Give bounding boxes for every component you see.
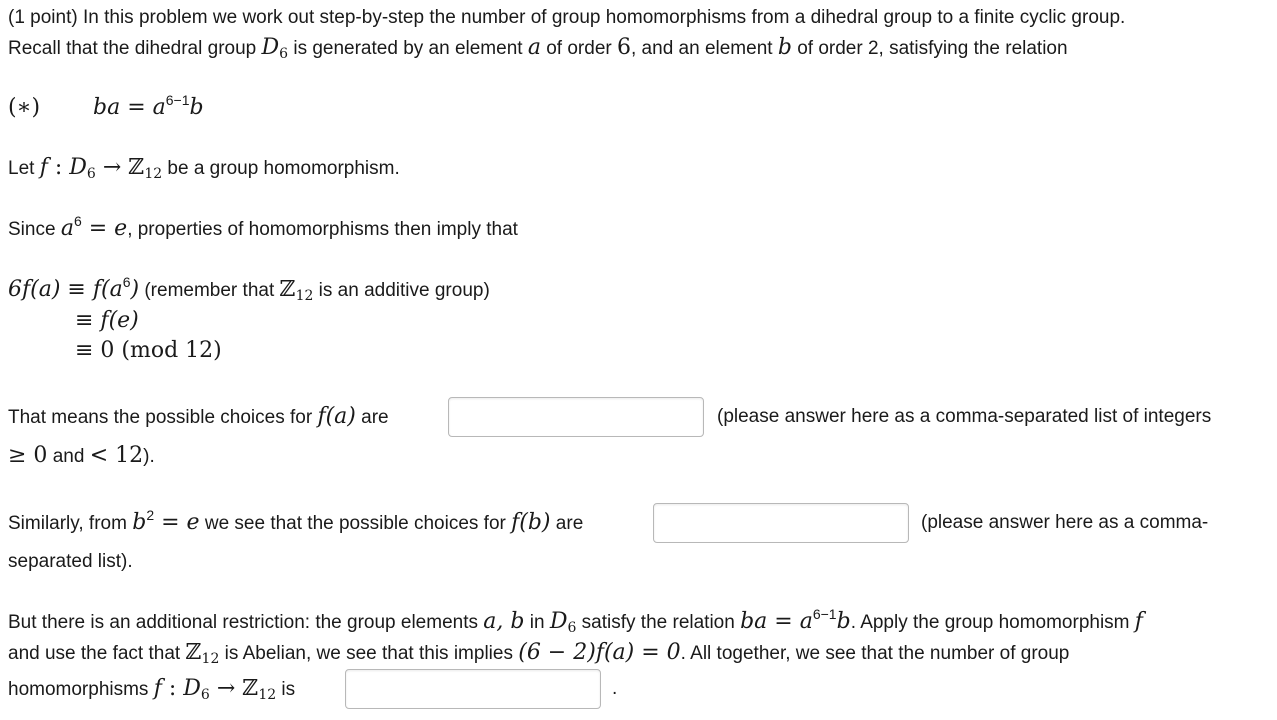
intro-text: is generated by an element <box>288 38 528 59</box>
problem-intro-line2 <box>8 35 1068 62</box>
homomorphism-count-input[interactable] <box>345 669 601 709</box>
q2-prompt: Similarly, from $b^2 = e$ we see that the possible choices for f(b) are <box>8 507 584 535</box>
let-homomorphism-line: Let f : $D_6$ → ℤ$_{12}$ be a group homomorphism. <box>8 155 400 182</box>
since-line: Since $a^6 = e$, properties of homomorphisms then imply that <box>8 213 518 241</box>
derivation-row-2: ≡ f(e) <box>75 308 139 333</box>
relation-equation: ba = $a^{6-1}b$ <box>93 92 204 120</box>
problem-intro-line1: (1 point) In this problem we work out step-by-step the number of group homomorphisms from a dihedral group to a finite cyclic group. <box>8 7 1126 28</box>
derivation-row-1: $6f(a) \equiv f(a^6)$ (remember that ℤ$_{12}$ is an additive group) <box>8 274 490 304</box>
math-six: 6 <box>617 35 631 60</box>
math-a: a <box>527 35 541 60</box>
derivation-row-3: ≡ 0 (mod 12) <box>75 338 222 363</box>
q3-line-3: homomorphisms f : $D_6$ → ℤ$_{12}$ is <box>8 676 296 703</box>
relation-tag: (∗) <box>8 95 41 120</box>
intro-text: of order <box>540 38 617 59</box>
intro-text: , and an element <box>631 38 778 59</box>
q3-end-period: . <box>612 678 618 699</box>
q2-instructions-cont: separated list). <box>8 551 133 572</box>
q3-line-2: and use the fact that ℤ$_{12}$ is Abelian, we see that this implies (6 − 2)f(a) = 0. All together, we see that the number of group <box>8 640 1070 667</box>
q1-instructions-cont: ≥ 0 and < 12). <box>8 443 155 468</box>
fb-choices-input[interactable] <box>653 503 909 543</box>
fa-choices-input[interactable] <box>448 397 704 437</box>
q2-instructions: (please answer here as a comma- <box>921 512 1209 533</box>
q1-instructions: (please answer here as a comma-separated list of integers <box>717 406 1212 427</box>
q3-line-1: But there is an additional restriction: the group elements a, b in $D_6$ satisfy the relation ba = $a^{6-1}b$. Apply the group homomorphism f <box>8 606 1143 636</box>
intro-text: Recall that the dihedral group <box>8 38 262 59</box>
math-b: b <box>777 35 792 60</box>
intro-text: of order 2, satisfying the relation <box>791 38 1068 59</box>
math-D6: $D_6$ <box>261 35 289 62</box>
q1-prompt: That means the possible choices for f(a) are <box>8 404 389 429</box>
